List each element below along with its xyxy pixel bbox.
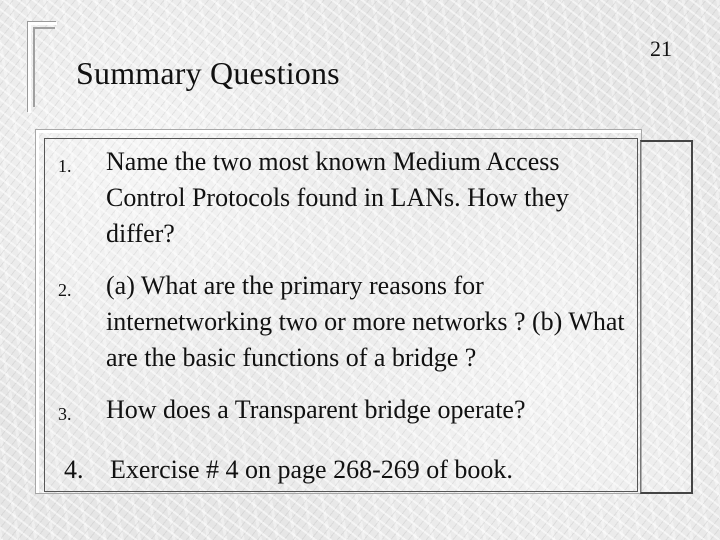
title-bracket-shadow	[33, 27, 55, 107]
slide-title: Summary Questions	[76, 55, 340, 91]
question-text: How does a Transparent bridge operate?	[106, 395, 526, 424]
question-text: Exercise # 4 on page 268-269 of book.	[110, 455, 513, 484]
question-4	[64, 452, 634, 488]
question-text: (a) What are the primary reasons for internetworking two or more networks ? (b) What are the basic functions of a bridge ?	[106, 271, 625, 372]
question-1	[58, 144, 628, 252]
question-2	[58, 268, 628, 376]
question-text: Name the two most known Medium Access Control Protocols found in LANs. How they differ?	[106, 147, 569, 248]
right-side-panel	[640, 140, 693, 494]
question-number: 4.	[64, 455, 84, 484]
question-3	[58, 392, 628, 432]
question-number: 3.	[58, 404, 72, 424]
question-number: 1.	[58, 156, 72, 176]
question-number: 2.	[58, 280, 72, 300]
slide-number: 21	[650, 36, 672, 61]
